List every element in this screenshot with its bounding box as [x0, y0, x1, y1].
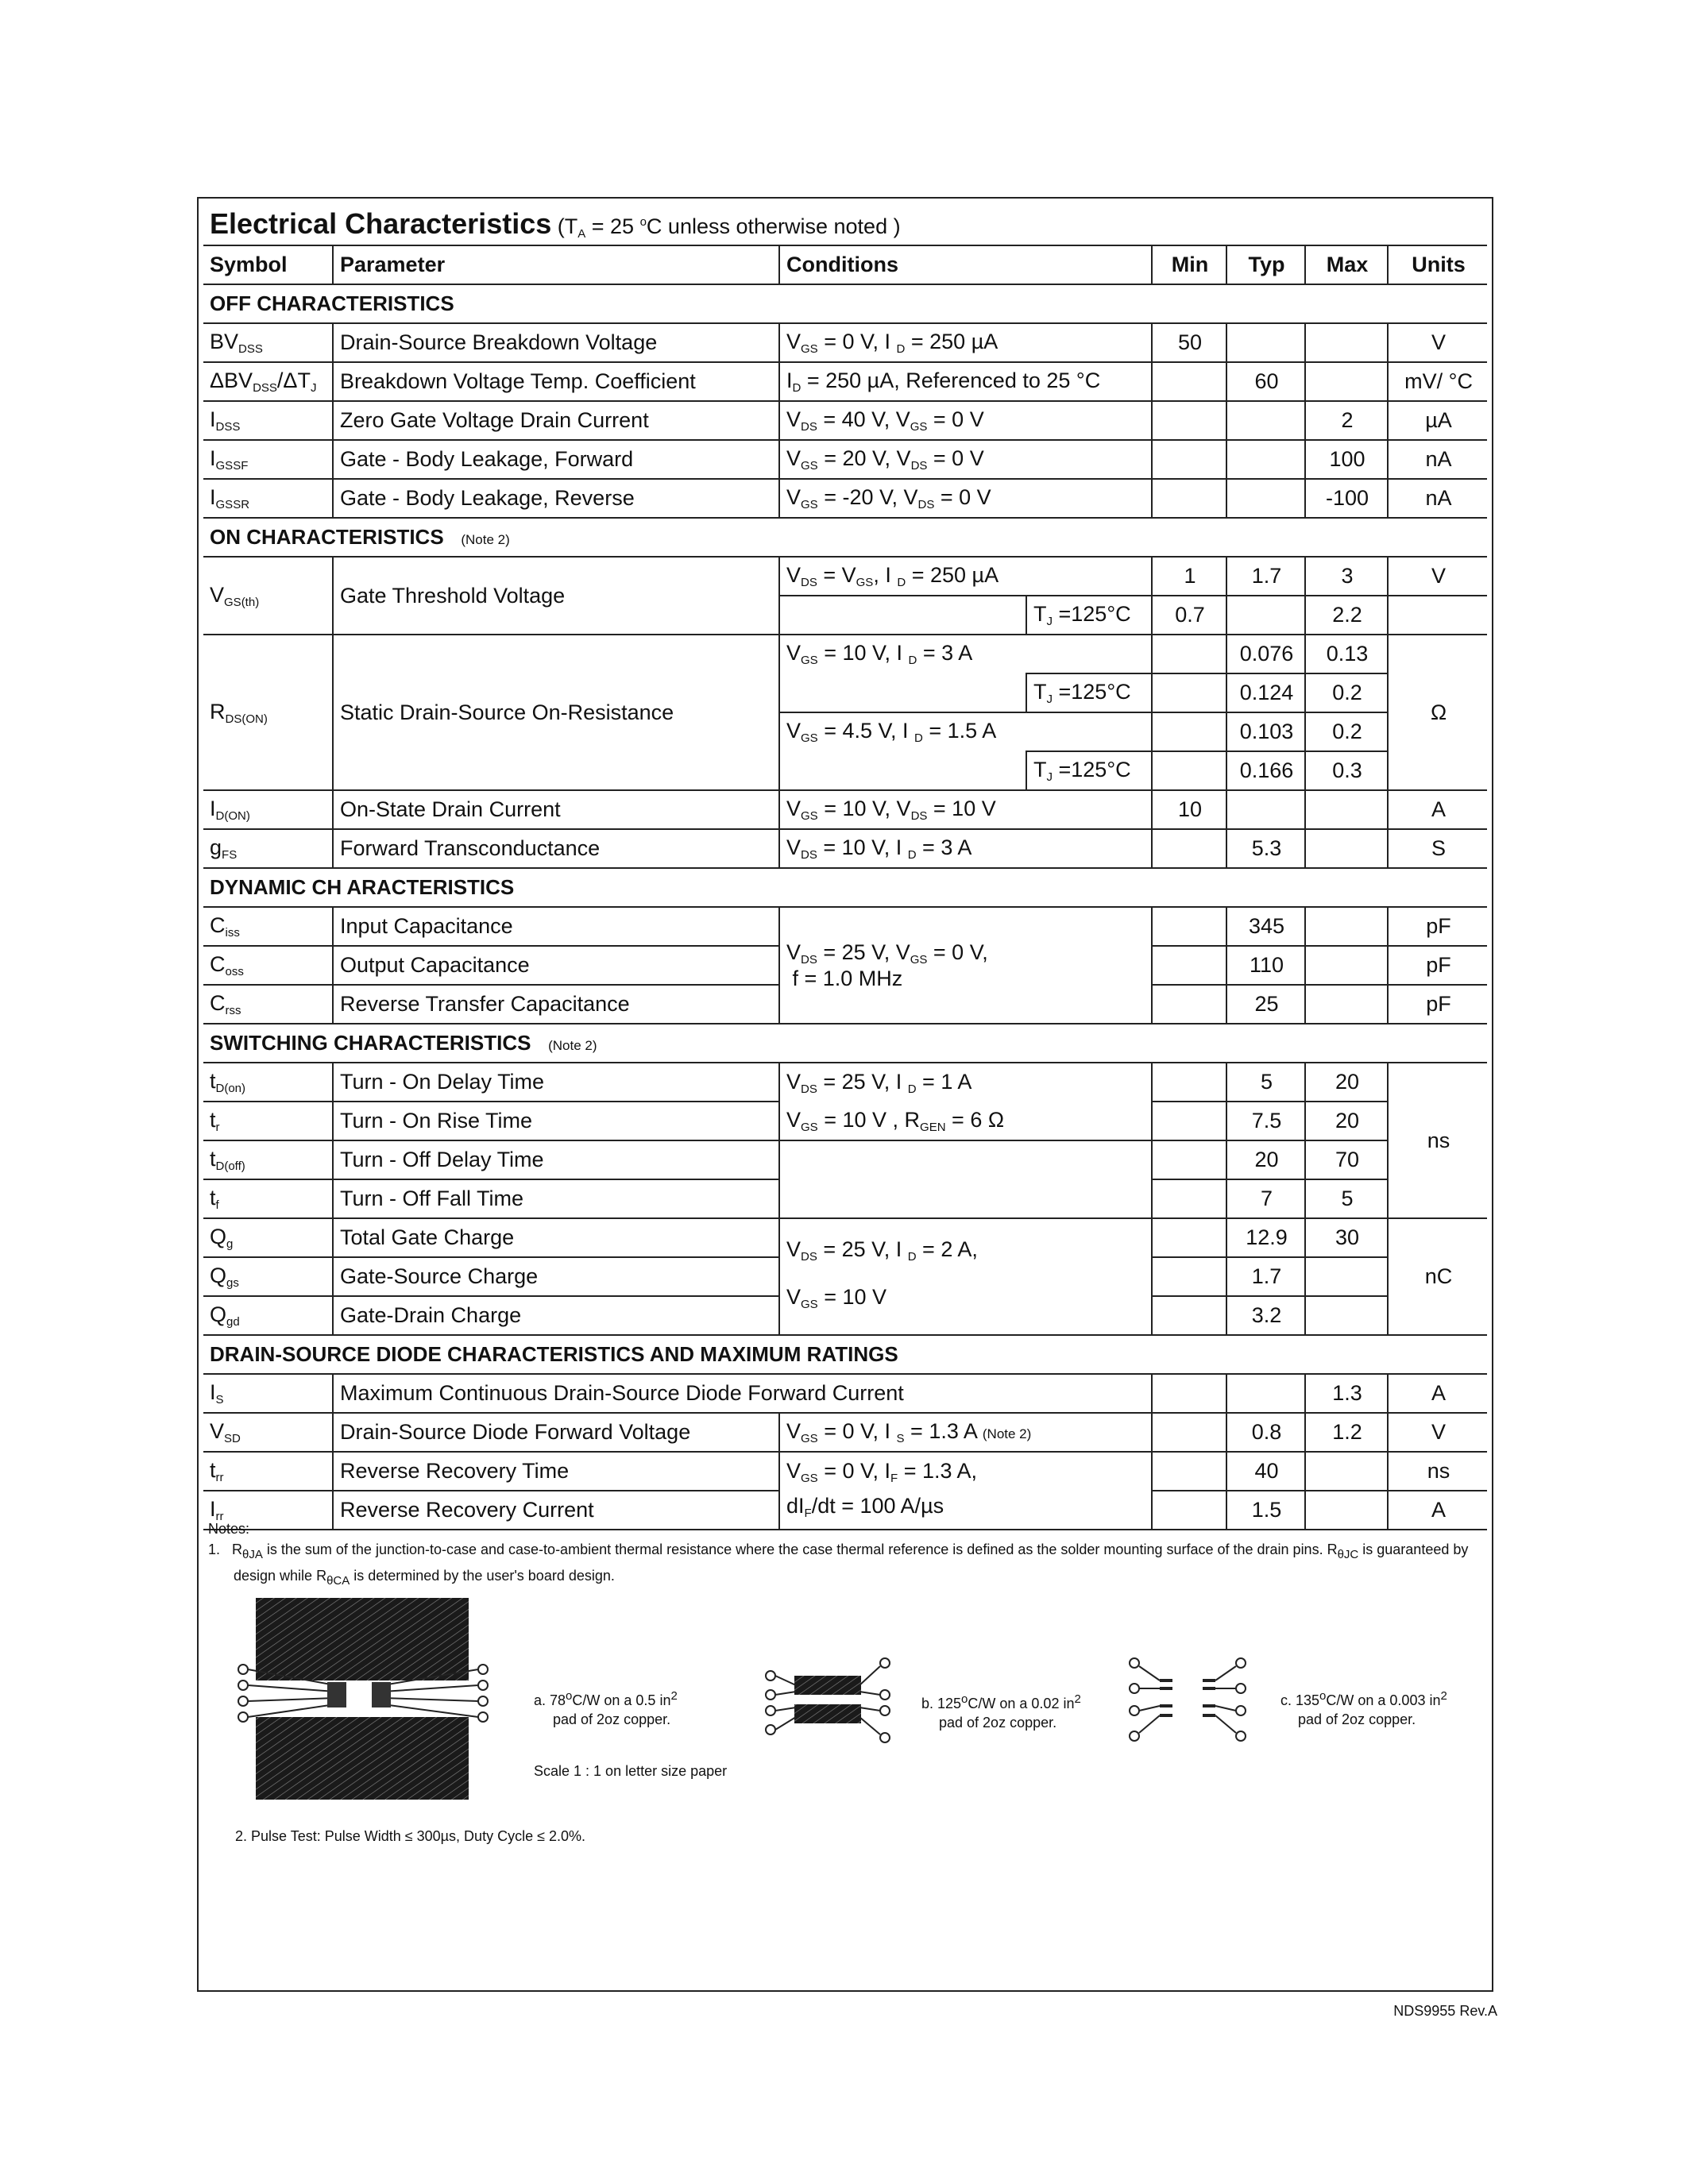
param-cell: Total Gate Charge	[333, 1218, 779, 1257]
typ-cell	[1226, 440, 1305, 479]
table-row	[203, 790, 1487, 829]
min-cell: 10	[1152, 790, 1226, 829]
max-cell: 70	[1305, 1140, 1388, 1179]
header-max: Max	[1305, 245, 1388, 284]
unit-cell: pF	[1388, 985, 1487, 1024]
symbol-cell: $V_{GS(th)}$	[203, 557, 333, 635]
table-row	[203, 635, 1487, 673]
section-off: OFF CHARACTERISTICS	[203, 284, 1487, 323]
symbol-cell: $I_{GSSR}$	[203, 479, 333, 518]
param-cell: Maximum Continuous Drain-Source Diode Forward Current	[333, 1374, 1152, 1413]
max-cell	[1305, 907, 1388, 946]
section-diode: DRAIN-SOURCE DIODE CHARACTERISTICS AND MAXIMUM RATINGS	[203, 1335, 1487, 1374]
unit-cell: mV/ °C	[1388, 362, 1487, 401]
cond-cell: $V_{DS} = 25$ V, $V_{GS} = 0$ V, f = 1.0 MHz	[779, 907, 1152, 1024]
typ-cell	[1226, 479, 1305, 518]
min-cell	[1152, 1452, 1226, 1491]
unit-cell: V	[1388, 323, 1487, 362]
min-cell	[1152, 1102, 1226, 1140]
typ-cell: 0.103	[1226, 712, 1305, 751]
param-cell: Turn - Off Delay Time	[333, 1140, 779, 1179]
unit-cell	[1388, 596, 1487, 635]
param-cell: Gate Threshold Voltage	[333, 557, 779, 635]
min-cell	[1152, 907, 1226, 946]
unit-cell: V	[1388, 1413, 1487, 1452]
cond-cell: $V_{GS} = 10$ V, I $_D$ = 3 A	[779, 635, 1152, 673]
symbol-cell: $t_{rr}$	[203, 1452, 333, 1491]
min-cell	[1152, 712, 1226, 751]
typ-cell: 3.2	[1226, 1296, 1305, 1335]
unit-cell: A	[1388, 790, 1487, 829]
param-cell: Gate - Body Leakage, Forward	[333, 440, 779, 479]
header-units: Units	[1388, 245, 1487, 284]
notes-section	[208, 1518, 1479, 1592]
table-row	[203, 1140, 1487, 1179]
pad-b-diagram	[764, 1657, 891, 1744]
table-row	[203, 1374, 1487, 1413]
typ-cell: 5	[1226, 1063, 1305, 1102]
unit-cell: pF	[1388, 907, 1487, 946]
cond-cell: $V_{DS} = 40$ V, $V_{GS} = 0$ V	[779, 401, 1152, 440]
cond-cell: $V_{DS} = 25$ V, I $_D$ = 1 A	[779, 1063, 1152, 1102]
param-cell: Output Capacitance	[333, 946, 779, 985]
tj-cell: $T_J =125^\circ C$	[1026, 751, 1152, 790]
tj-cell: $T_J =125^\circ C$	[1026, 673, 1152, 712]
param-cell: Turn - On Delay Time	[333, 1063, 779, 1102]
cond-spacer	[779, 673, 1026, 712]
table-row	[203, 323, 1487, 362]
max-cell	[1305, 1452, 1388, 1491]
cond-cell: $V_{GS} = 0$ V, I $_S$ = 1.3 A (Note 2)	[779, 1413, 1152, 1452]
unit-cell: V	[1388, 557, 1487, 596]
cond-cell: $V_{DS} = 10$ V, I $_D$ = 3 A	[779, 829, 1152, 868]
unit-cell: Ω	[1388, 635, 1487, 790]
symbol-cell: $t_{D(off)}$	[203, 1140, 333, 1179]
min-cell: 1	[1152, 557, 1226, 596]
typ-cell	[1226, 790, 1305, 829]
max-cell: 30	[1305, 1218, 1388, 1257]
param-cell: Static Drain-Source On-Resistance	[333, 635, 779, 790]
symbol-cell: $I_{GSSF}$	[203, 440, 333, 479]
max-cell: 0.2	[1305, 673, 1388, 712]
cond-cell: $V_{GS} = 0$ V, I $_D$ = 250 µA	[779, 323, 1152, 362]
min-cell	[1152, 1296, 1226, 1335]
param-cell: Gate-Source Charge	[333, 1257, 779, 1296]
typ-cell	[1226, 1374, 1305, 1413]
max-cell: 20	[1305, 1063, 1388, 1102]
min-cell	[1152, 362, 1226, 401]
param-cell: Reverse Recovery Current	[333, 1491, 779, 1530]
param-cell: Zero Gate Voltage Drain Current	[333, 401, 779, 440]
min-cell	[1152, 401, 1226, 440]
max-cell: -100	[1305, 479, 1388, 518]
cond-cell: $V_{GS} = -20$ V, $V_{DS} = 0$ V	[779, 479, 1152, 518]
max-cell: 5	[1305, 1179, 1388, 1218]
min-cell	[1152, 1413, 1226, 1452]
section-on: ON CHARACTERISTICS (Note 2)	[203, 518, 1487, 557]
symbol-cell: $Q_{gs}$	[203, 1257, 333, 1296]
table-row	[203, 479, 1487, 518]
max-cell: 100	[1305, 440, 1388, 479]
header-conditions: Conditions	[779, 245, 1152, 284]
cond-cell: $V_{DS} = 25$ V, I $_D$ = 2 A, $V_{GS} = 10$ V	[779, 1218, 1152, 1335]
max-cell	[1305, 790, 1388, 829]
min-cell	[1152, 635, 1226, 673]
param-cell: Reverse Transfer Capacitance	[333, 985, 779, 1024]
unit-cell: nA	[1388, 440, 1487, 479]
unit-cell: A	[1388, 1374, 1487, 1413]
max-cell: 0.3	[1305, 751, 1388, 790]
param-cell: Turn - On Rise Time	[333, 1102, 779, 1140]
document-footer: NDS9955 Rev.A	[1393, 2003, 1497, 2019]
max-cell: 1.3	[1305, 1374, 1388, 1413]
typ-cell: 7	[1226, 1179, 1305, 1218]
table-row	[203, 362, 1487, 401]
param-cell: On-State Drain Current	[333, 790, 779, 829]
cond-spacer	[779, 751, 1026, 790]
min-cell	[1152, 1374, 1226, 1413]
symbol-cell: $C_{iss}$	[203, 907, 333, 946]
symbol-cell: $\Delta BV_{DSS}/\Delta T_J$	[203, 362, 333, 401]
param-cell: Gate - Body Leakage, Reverse	[333, 479, 779, 518]
symbol-cell: $V_{SD}$	[203, 1413, 333, 1452]
typ-cell: 0.124	[1226, 673, 1305, 712]
note-2: 2. Pulse Test: Pulse Width ≤ 300µs, Duty Cycle ≤ 2.0%.	[235, 1828, 585, 1844]
note-1-continued: design while $R_{\theta CA}$ is determined by the user's board design.	[234, 1568, 615, 1588]
table-row	[203, 1063, 1487, 1102]
cond-cell	[779, 1140, 1152, 1218]
min-cell: 50	[1152, 323, 1226, 362]
header-parameter: Parameter	[333, 245, 779, 284]
table-row	[203, 1452, 1487, 1491]
max-cell: 0.2	[1305, 712, 1388, 751]
max-cell	[1305, 946, 1388, 985]
section-switching: SWITCHING CHARACTERISTICS (Note 2)	[203, 1024, 1487, 1063]
min-cell	[1152, 673, 1226, 712]
max-cell	[1305, 362, 1388, 401]
tj-cell: $T_J =125^\circ C$	[1026, 596, 1152, 635]
typ-cell: 1.7	[1226, 557, 1305, 596]
table-row	[203, 557, 1487, 596]
typ-cell	[1226, 401, 1305, 440]
symbol-cell: $g_{FS}$	[203, 829, 333, 868]
cond-cell: $V_{GS} = 4.5$ V, I $_D$ = 1.5 A	[779, 712, 1152, 751]
min-cell	[1152, 1063, 1226, 1102]
typ-cell: 40	[1226, 1452, 1305, 1491]
typ-cell: 345	[1226, 907, 1305, 946]
pad-c-caption: c. 135$^o$C/W on a 0.003 $in^2$ pad of 2oz copper.	[1280, 1689, 1447, 1727]
max-cell: 1.2	[1305, 1413, 1388, 1452]
unit-cell: ns	[1388, 1452, 1487, 1491]
unit-cell: S	[1388, 829, 1487, 868]
typ-cell: 25	[1226, 985, 1305, 1024]
pad-a-diagram	[232, 1596, 494, 1803]
max-cell	[1305, 829, 1388, 868]
min-cell	[1152, 479, 1226, 518]
symbol-cell: $I_S$	[203, 1374, 333, 1413]
symbol-cell: $t_f$	[203, 1179, 333, 1218]
param-cell: Input Capacitance	[333, 907, 779, 946]
table-row	[203, 829, 1487, 868]
table-row	[203, 401, 1487, 440]
max-cell	[1305, 1257, 1388, 1296]
max-cell: 2	[1305, 401, 1388, 440]
min-cell	[1152, 1140, 1226, 1179]
table-title: Electrical Characteristics ($T_A = 25$ $^o$C unless otherwise noted )	[203, 203, 1487, 245]
cond-cell: $V_{GS} = 0$ V, $I_F = 1.3$ A, $dI_F/dt = 100$ A/µs	[779, 1452, 1152, 1530]
min-cell	[1152, 1257, 1226, 1296]
max-cell	[1305, 985, 1388, 1024]
typ-cell: 0.8	[1226, 1413, 1305, 1452]
max-cell: 20	[1305, 1102, 1388, 1140]
typ-cell: 5.3	[1226, 829, 1305, 868]
pad-c-diagram	[1128, 1657, 1247, 1744]
typ-cell: 20	[1226, 1140, 1305, 1179]
symbol-cell: $BV_{DSS}$	[203, 323, 333, 362]
table-header	[203, 245, 1487, 284]
title-main: Electrical Characteristics	[210, 207, 552, 240]
max-cell: 0.13	[1305, 635, 1388, 673]
typ-cell	[1226, 323, 1305, 362]
typ-cell: 1.7	[1226, 1257, 1305, 1296]
typ-cell: 0.076	[1226, 635, 1305, 673]
typ-cell: 0.166	[1226, 751, 1305, 790]
symbol-cell: $C_{oss}$	[203, 946, 333, 985]
symbol-cell: $t_{D(on)}$	[203, 1063, 333, 1102]
symbol-cell: $C_{rss}$	[203, 985, 333, 1024]
typ-cell	[1226, 596, 1305, 635]
cond-cell: $V_{GS} = 20$ V, $V_{DS} = 0$ V	[779, 440, 1152, 479]
min-cell	[1152, 1179, 1226, 1218]
table-row	[203, 907, 1487, 946]
unit-cell: ns	[1388, 1063, 1487, 1218]
symbol-cell: $I_{DSS}$	[203, 401, 333, 440]
max-cell: 2.2	[1305, 596, 1388, 635]
header-typ: Typ	[1226, 245, 1305, 284]
typ-cell: 1.5	[1226, 1491, 1305, 1530]
section-dynamic: DYNAMIC CH ARACTERISTICS	[203, 868, 1487, 907]
min-cell	[1152, 751, 1226, 790]
min-cell	[1152, 985, 1226, 1024]
param-cell: Drain-Source Breakdown Voltage	[333, 323, 779, 362]
cond-spacer	[779, 596, 1026, 635]
typ-cell: 12.9	[1226, 1218, 1305, 1257]
note-1: 1. $R_{\theta JA}$ is the sum of the junction-to-case and case-to-ambient thermal resistance where the case thermal reference is defined as the solder mounting surface of the drain pins. $R_{\theta JC}$ is guaranteed by	[208, 1542, 1469, 1561]
symbol-cell: $I_{D(ON)}$	[203, 790, 333, 829]
max-cell	[1305, 323, 1388, 362]
symbol-cell: $R_{DS(ON)}$	[203, 635, 333, 790]
header-symbol: Symbol	[203, 245, 333, 284]
unit-cell: nA	[1388, 479, 1487, 518]
unit-cell: µA	[1388, 401, 1487, 440]
param-cell: Forward Transconductance	[333, 829, 779, 868]
table-row	[203, 1102, 1487, 1140]
header-min: Min	[1152, 245, 1226, 284]
pad-b-caption: b. 125$^o$C/W on a 0.02 $in^2$ pad of 2oz copper.	[921, 1692, 1081, 1731]
param-cell: Gate-Drain Charge	[333, 1296, 779, 1335]
unit-cell: A	[1388, 1491, 1487, 1530]
cond-cell: $V_{GS} = 10$ V , $R_{GEN} = 6$ Ω	[779, 1102, 1152, 1140]
cond-cell: $V_{DS} = V_{GS}$, I $_D$ = 250 µA	[779, 557, 1152, 596]
symbol-cell: $I_{rr}$	[203, 1491, 333, 1530]
param-cell: Reverse Recovery Time	[333, 1452, 779, 1491]
min-cell	[1152, 1218, 1226, 1257]
typ-cell: 7.5	[1226, 1102, 1305, 1140]
table-row	[203, 440, 1487, 479]
unit-cell: pF	[1388, 946, 1487, 985]
param-cell: Turn - Off Fall Time	[333, 1179, 779, 1218]
notes-heading: Notes:	[208, 1521, 250, 1537]
param-cell: Drain-Source Diode Forward Voltage	[333, 1413, 779, 1452]
symbol-cell: $Q_g$	[203, 1218, 333, 1257]
unit-cell: nC	[1388, 1218, 1487, 1335]
table-row	[203, 1218, 1487, 1257]
min-cell	[1152, 946, 1226, 985]
min-cell	[1152, 440, 1226, 479]
typ-cell: 60	[1226, 362, 1305, 401]
max-cell	[1305, 1296, 1388, 1335]
min-cell: 0.7	[1152, 596, 1226, 635]
param-cell: Breakdown Voltage Temp. Coefficient	[333, 362, 779, 401]
table-row	[203, 1413, 1487, 1452]
symbol-cell: $t_r$	[203, 1102, 333, 1140]
scale-note: Scale 1 : 1 on letter size paper	[534, 1763, 728, 1779]
symbol-cell: $Q_{gd}$	[203, 1296, 333, 1335]
cond-cell: $V_{GS} = 10$ V, $V_{DS} = 10$ V	[779, 790, 1152, 829]
min-cell	[1152, 829, 1226, 868]
electrical-characteristics-table	[203, 203, 1487, 1530]
cond-cell: $I_D = 250$ µA, Referenced to 25 °C	[779, 362, 1152, 401]
max-cell: 3	[1305, 557, 1388, 596]
pad-a-caption: a. 78$^o$C/W on a 0.5 $in^2$ pad of 2oz copper.	[534, 1689, 678, 1727]
typ-cell: 110	[1226, 946, 1305, 985]
